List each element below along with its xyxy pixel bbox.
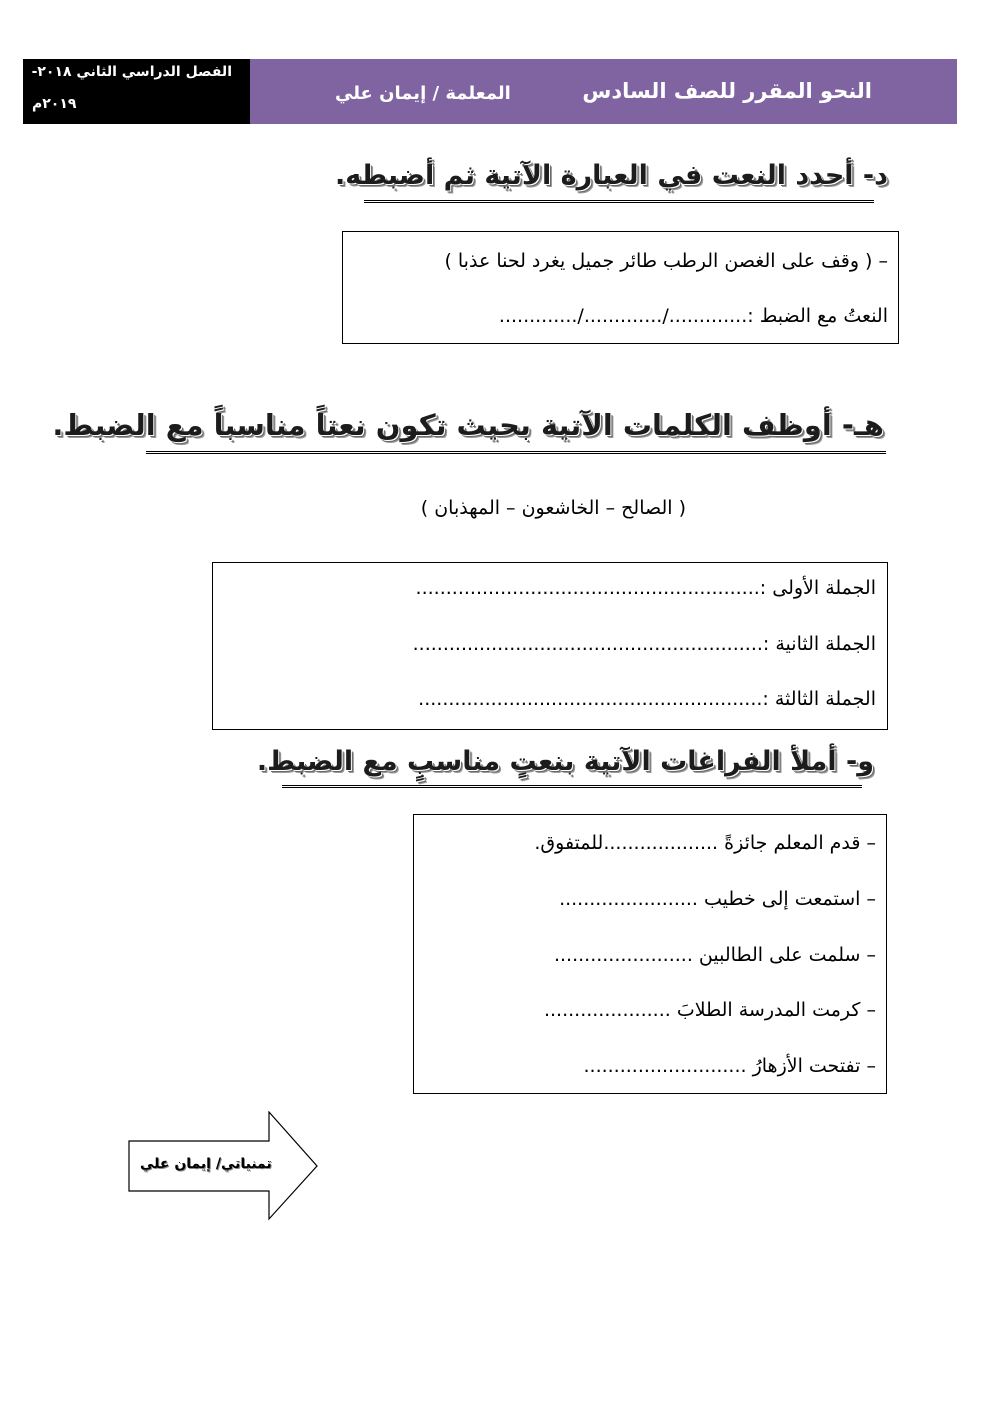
fill-item-4: – كرمت المدرسة الطلابَ ..................... [543,999,876,1021]
section-d-underline [364,200,874,203]
section-w-underline [282,785,862,788]
fill-item-5: – تفتحت الأزهارُ ........................... [583,1055,876,1077]
word-list: ( الصالح – الخاشعون – المهذبان ) [420,497,686,519]
sentence-line-1: الجملة الأولى :......................................................... [415,577,876,599]
section-d-heading: د- أحدد النعت في العبارة الآتية ثم أضبطه. [334,160,888,191]
section-h-heading: هـ- أوظف الكلمات الآتية بحيث تكون نعتاً مناسباً مع الضبط. [52,408,884,442]
arrow-label: تمنياتي/ إيمان علي [140,1156,272,1172]
section-h-underline [146,451,886,454]
section-d-sentence: – ( وقف على الغصن الرطب طائر جميل يغرد لحنا عذبا ) [444,250,888,272]
sentence-line-3: الجملة الثالثة :......................................................... [418,688,876,710]
section-d-box [342,231,899,344]
fill-item-2: – استمعت إلى خطيب ....................... [559,888,876,910]
fill-item-1: – قدم المعلم جائزةً ...................للمتفوق. [534,832,876,854]
semester-label: الفصل الدراسي الثاني ٢٠١٨- [31,64,232,80]
semester-year: ٢٠١٩م [32,96,77,112]
page-title: النحو المقرر للصف السادس [582,79,872,103]
fill-item-3: – سلمت على الطالبين ....................... [553,944,876,966]
section-w-heading: و- أملأ الفراغات الآتية بنعتٍ مناسبٍ مع الضبط. [256,746,874,777]
section-d-answer-line: النعتُ مع الضبط :............./............./............. [498,305,888,327]
sentence-line-2: الجملة الثانية :.......................................................... [412,633,876,655]
teacher-name: المعلمة / إيمان علي [335,83,511,104]
